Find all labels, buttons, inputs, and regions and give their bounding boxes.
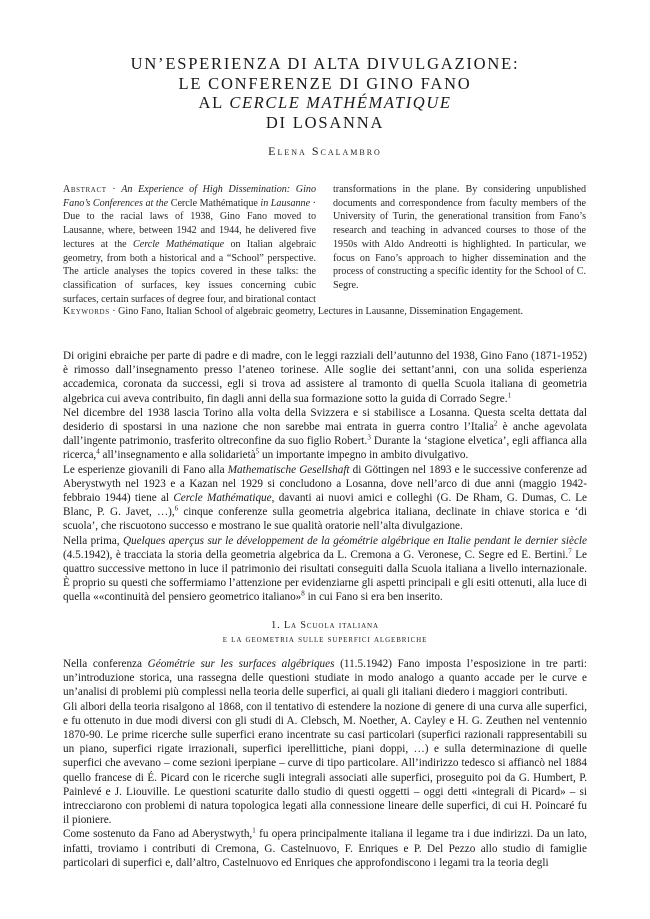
s1-p1-text-b: (11.5.1942) Fano imposta l’esposizione in tre parti: un’introduzione storica, una rassegna delle questioni studiate in modo analogo a quanto accade per le curve e un’analisi di problemi più complessi nella teoria delle superfici, ai quali gli italiani diedero i maggiori contributi. xyxy=(63,658,588,699)
footnote-ref: 4 xyxy=(96,447,100,456)
section-title xyxy=(0,619,650,633)
intro-p4-text-a: Nella prima, xyxy=(63,534,123,547)
intro-p3-italic-1: Mathematische Gesellshaft xyxy=(227,463,350,476)
abstract-separator: · xyxy=(106,184,122,195)
title-line-1: UN’ESPERIENZA DI ALTA DIVULGAZIONE: xyxy=(130,54,520,73)
keywords-text: Gino Fano, Italian School of algebraic geometry, Lectures in Lausanne, Dissemination Engagement. xyxy=(118,306,524,317)
section-1-paragraph-1 xyxy=(63,657,587,700)
abstract-text-italic: Cercle Mathématique xyxy=(132,238,225,250)
intro-p4-italic: Quelques aperçus sur le développement de la géométrie algébrique en Italie pendant le dernier siècle xyxy=(122,534,588,547)
intro-p2-text-a: Nel dicembre del 1938 lascia Torino alla volta della Svizzera e si stabilisce a Losanna. Questa scelta dettata dal desiderio di spostarsi in una nazione che non sarebbe mai entrata in guerra contro l’Italia xyxy=(63,406,587,434)
intro-p4-text-c: Le quattro successive mettono in luce il patrimonio dei risultati conseguiti dalla Scuola italiana a livello internazionale. È proprio su questi che soffermiamo l’attenzione per evidenziarne gli aspetti principali e gli esiti ottenuti, alla luce di quella ««continuità del pensiero geometrico italiano» xyxy=(63,548,587,604)
keywords-separator: · xyxy=(109,306,119,317)
intro-p1-text: Di origini ebraiche per parte di padre e di madre, con le leggi razziali dell’autunno del 1938, Gino Fano (1871-1952) è rimosso dall’insegnamento presso l’ateneo torinese. Alle soglie dei settant’anni, con una solida esperienza accademica, coronata da successi, egli si trova ad assistere al tramonto di quella Scuola italiana di geometria algebrica cui aveva contribuito, fin dagli anni della sua formazione sotto la guida di Corrado Segre. xyxy=(63,350,587,405)
section-1-paragraph-3 xyxy=(63,827,587,870)
intro-paragraph-1 xyxy=(63,349,587,406)
intro-p2-text-d: all’insegnamento e alla solidarietà xyxy=(99,449,256,462)
footnote-ref: 1 xyxy=(507,390,512,399)
title-line-4: DI LOSANNA xyxy=(265,112,385,132)
title-line-3 xyxy=(0,93,650,113)
section-number: 1. xyxy=(271,620,285,631)
section-1-paragraph-2: Gli albori della teoria risalgono al 1868, con il tentativo di estendere la nozione di genere di una curva alle superfici, e fu ottenuto in due modi diversi con gli studi di A. Clebsch, M. Noether, A. Cayley e H. G. Zeuthen nel ventennio 1870-90. Le prime ricerche sulle superfici erano incentrate su casi particolari (superfici razionali rappresentabili su un piano, superfici rigate irrazionali, superfici iperellittiche, piani doppi, …) e sulla determinazione di quelle superfici che avevano – come sezioni iperpiane – curve di tipo particolare. All’indirizzo tedesco si affiancò nel 1884 quello francese di É. Picard con le ricerche sugli integrali associati alle superfici, proseguito poi da G. Humbert, P. Painlevé e J. Liouville. Le questioni scaturite dallo studio di questi oggetti – oggi detti «integrali di Picard» – si intrecciarono con problemi di natura topologica legati alla connessione lineare delle superfici, di cui H. Poincaré fu il pioniere. xyxy=(63,700,587,827)
abstract-left-column xyxy=(63,183,316,306)
footnote-ref: 2 xyxy=(493,419,498,428)
abstract-title: An Experience of High Dissemination: Gino Fano’s Conferences at the xyxy=(63,184,316,209)
intro-p4-text-b: (4.5.1942), è tracciata la storia della geometria algebrica da L. Cremona a G. Veronese, C. Segre ed E. Bertini. xyxy=(63,548,569,561)
section-heading xyxy=(0,619,650,647)
intro-p2-text-e: un importante impegno in ambito divulgativo. xyxy=(259,449,469,462)
intro-p2-text-b: è anche agevolata dall’ingente patrimonio, trasferito oltreconfine da suo figlio Robert. xyxy=(63,421,587,448)
section-1-body xyxy=(63,657,587,870)
title-line-3-prefix: AL xyxy=(198,93,230,112)
footnote-ref: 3 xyxy=(367,433,371,442)
s1-p1-text-a: Nella conferenza xyxy=(63,658,148,670)
section-subtitle: e la geometria sulle superfici algebriche xyxy=(222,635,428,645)
abstract-label: Abstract xyxy=(63,184,107,195)
footnote-ref: 1 xyxy=(252,826,256,835)
s1-p3-text-b: fu opera principalmente italiana il legame tra i due indirizzi. Da un lato, infatti, troviamo i contributi di Cremona, G. Castelnuovo, F. Enriques e P. Del Pezzo allo studio di famiglie particolari di superfici e, dall’altro, Castelnuovo ed Enriques che approfondiscono i legami tra la teoria degli xyxy=(63,828,587,869)
footnote-ref: 7 xyxy=(568,547,572,556)
intro-p3-italic-2: Cercle Mathématique xyxy=(173,492,272,505)
intro-paragraph-2 xyxy=(63,406,587,463)
s1-p1-italic: Géométrie sur les surfaces algébriques xyxy=(147,658,335,670)
intro-p3-text-d: cinque conferenze sulla geometria algebrica italiana, declinate in chiave storica e ‘di scuola’, che riscuotono successo e mostrano le sue qualità oratorie nell’alta divulgazione. xyxy=(63,506,587,533)
abstract-text-2: on Italian algebraic geometry, from both a historical and a “School” perspective. The article analyses the topics covered in these talks: the classification of surfaces, key issues concerning cubic surfaces, certain surfaces of degree four, and birational contact xyxy=(63,238,316,305)
footnote-ref: 6 xyxy=(174,504,179,513)
abstract-title-plain: Cercle Mathématique xyxy=(168,197,261,209)
s1-p3-text-a: Come sostenuto da Fano ad Aberystwyth, xyxy=(63,828,253,841)
author-name: Elena Scalambro xyxy=(268,144,382,158)
section-title-text: La Scuola italiana xyxy=(284,620,379,631)
intro-p3-text-a: Le esperienze giovanili di Fano alla xyxy=(63,463,228,476)
keywords-line xyxy=(63,306,593,317)
intro-paragraph-3 xyxy=(63,463,587,534)
footnote-ref: 8 xyxy=(301,589,305,598)
intro-paragraph-4 xyxy=(63,534,587,605)
intro-p3-text-b: di Göttingen nel 1893 e le successive conferenze ad Aberystwyth nel 1923 e a Kazan nel 1929 si concludono a Losanna, dove nell’arco di due anni (maggio 1942-febbraio 1944) tiene al xyxy=(63,463,587,505)
intro-p4-text-d: in cui Fano si era ben inserito. xyxy=(304,591,443,604)
intro-p2-text-c: Durante la ‘stagione elvetica’, egli affianca alla ricerca, xyxy=(63,435,587,462)
title-line-3-italic: CERCLE MATHÉMATIQUE xyxy=(229,93,452,112)
title-line-2: LE CONFERENZE DI GINO FANO xyxy=(178,73,472,93)
introduction xyxy=(63,349,587,605)
abstract-title-end: in Lausanne xyxy=(260,197,311,209)
article-title xyxy=(0,54,650,132)
abstract-text-1: · Due to the racial laws of 1938, Gino Fano moved to Lausanne, where, between 1942 and 1944, he delivered five lectures at the xyxy=(63,197,316,250)
footnote-ref: 5 xyxy=(255,447,260,456)
intro-p3-text-c: , davanti ai nuovi amici e colleghi (G. De Rham, G. Dumas, C. Le Blanc, P. G. Javet, …), xyxy=(63,492,587,519)
abstract-right-column: transformations in the plane. By considering unpublished documents and correspondence from faculty members of the University of Turin, the generational transition from Fano’s research and teaching in advanced courses to those of the 1950s with Aldo Andreotti is highlighted. In particular, we focus on Fano’s approach to higher dissemination and the process of constructing a specific identity for the School of C. Segre. xyxy=(333,184,586,291)
keywords-label: Keywords xyxy=(63,306,110,317)
